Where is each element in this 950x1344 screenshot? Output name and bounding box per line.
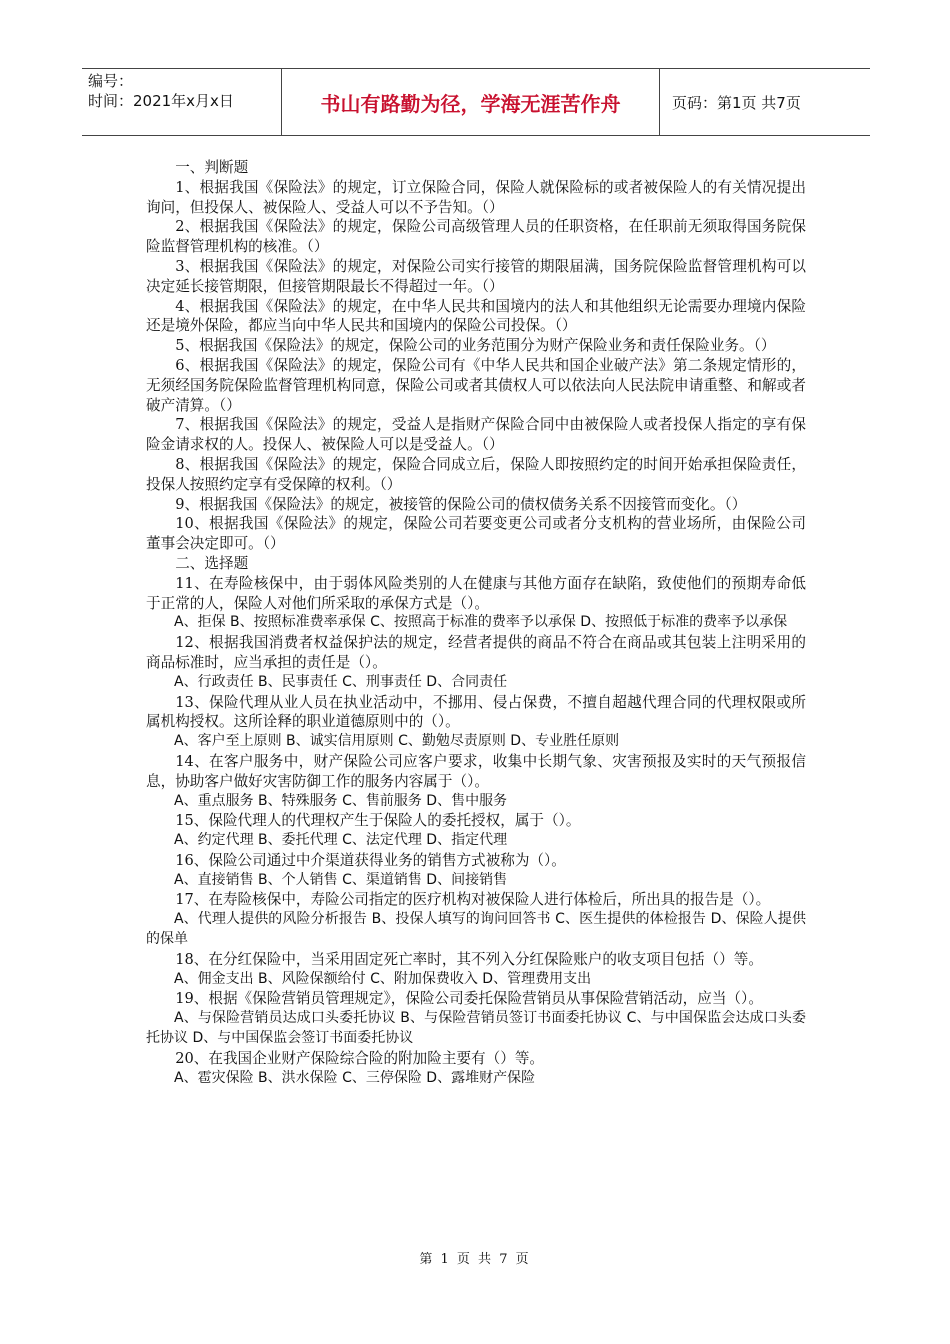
choice-question: 11、在寿险核保中，由于弱体风险类别的人在健康与其他方面存在缺陷，致使他们的预期寿命低于正常的人，保险人对他们所采取的承保方式是（）。: [146, 574, 806, 612]
judgement-question: 6、根据我国《保险法》的规定，保险公司有《中华人民共和国企业破产法》第二条规定情形的，无须经国务院保险监督管理机构同意，保险公司或者其债权人可以依法向人民法院申请重整、和解或者破产清算。（）: [146, 356, 806, 414]
page-header: [82, 68, 870, 136]
choice-options: A、直接销售 B、个人销售 C、渠道销售 D、间接销售: [174, 871, 508, 888]
choice-question: 17、在寿险核保中，寿险公司指定的医疗机构对被保险人进行体检后，所出具的报告是（）。: [175, 891, 771, 909]
section-title-judgement: 一、判断题: [175, 159, 249, 176]
choice-options: A、代理人提供的风险分析报告 B、投保人填写的询问回答书 C、医生提供的体检报告 D、保险人提供的保单: [146, 911, 806, 948]
choice-question: 16、保险公司通过中介渠道获得业务的销售方式被称为（）。: [175, 851, 566, 869]
document-body: [146, 158, 806, 1088]
judgement-question: 7、根据我国《保险法》的规定，受益人是指财产保险合同中由被保险人或者投保人指定的享有保险金请求权的人。投保人、被保险人可以是受益人。（）: [146, 416, 806, 454]
choice-options: A、雹灾保险 B、洪水保险 C、三停保险 D、露堆财产保险: [174, 1069, 536, 1086]
choice-options: A、行政责任 B、民事责任 C、刑事责任 D、合同责任: [174, 673, 508, 690]
choice-options: A、拒保 B、按照标准费率承保 C、按照高于标准的费率予以承保 D、按照低于标准的费率予以承保: [174, 614, 788, 631]
choice-question: 19、根据《保险营销员管理规定》，保险公司委托保险营销员从事保险营销活动，应当（）。: [175, 990, 763, 1008]
judgement-question: 8、根据我国《保险法》的规定，保险合同成立后，保险人即按照约定的时间开始承担保险责任，投保人按照约定享有受保障的权利。（）: [146, 455, 806, 493]
document-number-label: 编号：: [88, 72, 134, 90]
choice-options: A、客户至上原则 B、诚实信用原则 C、勤勉尽责原则 D、专业胜任原则: [174, 733, 620, 750]
document-date: 时间：2021年x月x日: [88, 92, 234, 110]
choice-question: 15、保险代理人的代理权产生于保险人的委托授权，属于（）。: [175, 812, 581, 830]
choice-question: 14、在客户服务中，财产保险公司应客户要求，收集中长期气象、灾害预报及实时的天气预报信息，协助客户做好灾害防御工作的服务内容属于（）。: [146, 752, 806, 790]
header-page-info: 页码：第1页 共7页: [672, 93, 801, 112]
judgement-question: 1、根据我国《保险法》的规定，订立保险合同，保险人就保险标的或者被保险人的有关情况提出询问，但投保人、被保险人、受益人可以不予告知。（）: [146, 178, 806, 216]
choice-options: A、与保险营销员达成口头委托协议 B、与保险营销员签订书面委托协议 C、与中国保监会达成口头委托协议 D、与中国保监会签订书面委托协议: [146, 1010, 806, 1047]
page-footer: 第 1 页 共 7 页: [419, 1252, 531, 1267]
judgement-question: 4、根据我国《保险法》的规定，在中华人民共和国境内的法人和其他组织无论需要办理境内保险还是境外保险，都应当向中华人民共和国境内的保险公司投保。（）: [146, 297, 806, 335]
judgement-question: 5、根据我国《保险法》的规定，保险公司的业务范围分为财产保险业务和责任保险业务。（）: [175, 337, 776, 355]
choice-options: A、约定代理 B、委托代理 C、法定代理 D、指定代理: [174, 832, 508, 849]
choice-question: 13、保险代理从业人员在执业活动中，不挪用、侵占保费，不擅自超越代理合同的代理权限或所属机构授权。这所诠释的职业道德原则中的（）。: [146, 693, 806, 731]
choice-options: A、重点服务 B、特殊服务 C、售前服务 D、售中服务: [174, 792, 508, 809]
header-motto: 书山有路勤为径，学海无涯苦作舟: [282, 69, 660, 135]
judgement-question: 2、根据我国《保险法》的规定，保险公司高级管理人员的任职资格，在任职前无须取得国务院保险监督管理机构的核准。（）: [146, 218, 806, 256]
judgement-question: 9、根据我国《保险法》的规定，被接管的保险公司的债权债务关系不因接管而变化。（）: [175, 495, 747, 513]
choice-question: 18、在分红保险中，当采用固定死亡率时，其不列入分红保险账户的收支项目包括（）等。: [175, 950, 763, 968]
judgement-question: 3、根据我国《保险法》的规定，对保险公司实行接管的期限届满，国务院保险监督管理机构可以决定延长接管期限，但接管期限最长不得超过一年。（）: [146, 257, 806, 295]
section-title-choice: 二、选择题: [175, 554, 249, 572]
judgement-question: 10、根据我国《保险法》的规定，保险公司若要变更公司或者分支机构的营业场所，由保险公司董事会决定即可。（）: [146, 515, 806, 553]
choice-question: 12、根据我国消费者权益保护法的规定，经营者提供的商品不符合在商品或其包装上注明采用的商品标准时，应当承担的责任是（）。: [146, 634, 806, 671]
header-meta: [82, 69, 282, 135]
choice-question: 20、在我国企业财产保险综合险的附加险主要有（）等。: [175, 1049, 545, 1067]
choice-options: A、佣金支出 B、风险保额给付 C、附加保费收入 D、管理费用支出: [174, 970, 592, 987]
